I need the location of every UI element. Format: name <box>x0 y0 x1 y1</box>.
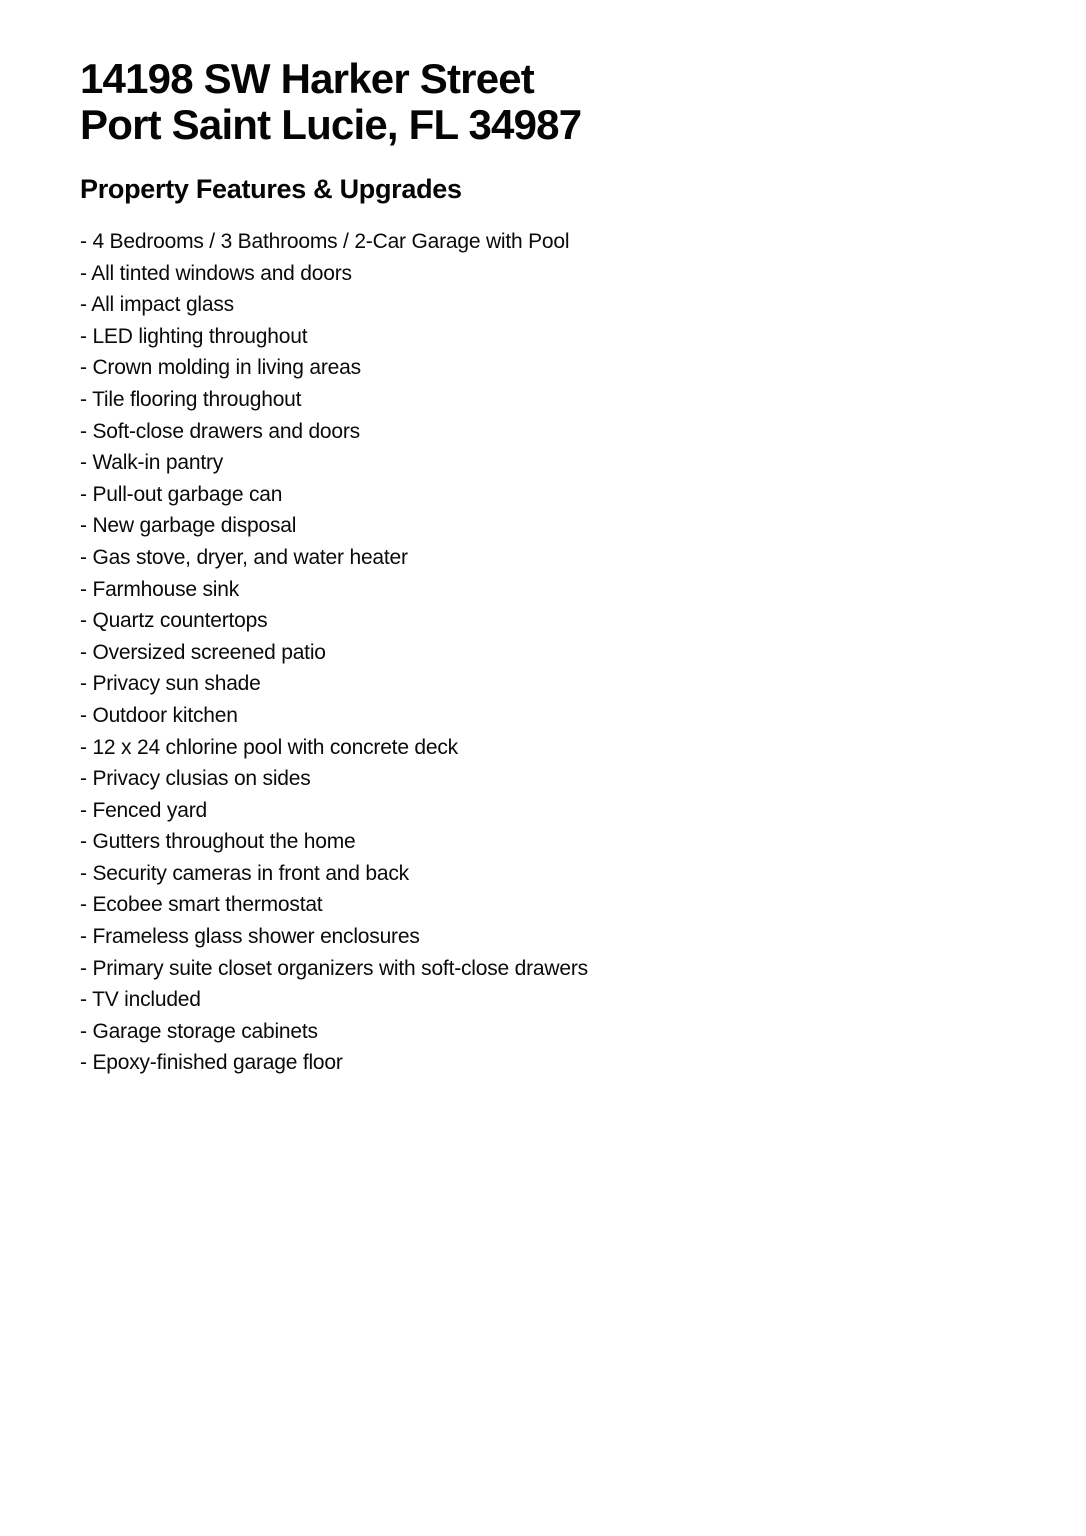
feature-text: Gutters throughout the home <box>92 830 356 854</box>
bullet-dash: - <box>80 1051 87 1075</box>
feature-item <box>80 763 1006 795</box>
feature-item <box>80 258 1006 290</box>
feature-item <box>80 542 1006 574</box>
feature-text: Walk-in pantry <box>92 451 224 475</box>
feature-text: 4 Bedrooms / 3 Bathrooms / 2-Car Garage with Pool <box>92 230 570 253</box>
bullet-dash: - <box>80 798 87 822</box>
feature-text: Outdoor kitchen <box>92 703 238 727</box>
feature-text: Farmhouse sink <box>92 577 240 601</box>
address-line-1: 14198 SW Harker Street <box>80 55 534 102</box>
bullet-dash: - <box>80 893 87 917</box>
feature-text: Ecobee smart thermostat <box>92 893 323 917</box>
bullet-dash: - <box>80 482 87 506</box>
bullet-dash: - <box>80 293 87 317</box>
feature-text: Pull-out garbage can <box>92 482 283 506</box>
bullet-dash: - <box>80 545 87 569</box>
feature-text: Epoxy-finished garage floor <box>92 1051 343 1075</box>
property-address-heading <box>80 56 1006 148</box>
feature-item <box>80 321 1006 353</box>
feature-item <box>80 637 1006 669</box>
bullet-dash: - <box>80 577 87 601</box>
bullet-dash: - <box>80 419 87 443</box>
feature-item <box>80 384 1006 416</box>
feature-text: Quartz countertops <box>92 609 268 633</box>
feature-item <box>80 984 1006 1016</box>
feature-text: Oversized screened patio <box>92 640 326 664</box>
feature-item <box>80 416 1006 448</box>
feature-text: Fenced yard <box>92 798 207 822</box>
features-list <box>80 226 1006 1079</box>
bullet-dash: - <box>80 356 87 380</box>
bullet-dash: - <box>80 861 87 885</box>
bullet-dash: - <box>80 956 87 980</box>
feature-text: Crown molding in living areas <box>92 356 361 380</box>
feature-item <box>80 226 1006 258</box>
feature-text: 12 x 24 chlorine pool with concrete deck <box>92 735 458 759</box>
bullet-dash: - <box>80 735 87 759</box>
bullet-dash: - <box>80 261 87 285</box>
address-line-2: Port Saint Lucie, FL 34987 <box>80 101 582 148</box>
bullet-dash: - <box>80 672 87 696</box>
feature-text: LED lighting throughout <box>92 324 308 348</box>
bullet-dash: - <box>80 230 87 253</box>
feature-item <box>80 352 1006 384</box>
bullet-dash: - <box>80 1019 87 1043</box>
bullet-dash: - <box>80 514 87 538</box>
feature-item <box>80 289 1006 321</box>
bullet-dash: - <box>80 324 87 348</box>
feature-item <box>80 921 1006 953</box>
feature-text: Primary suite closet organizers with soft-close drawers <box>92 956 588 980</box>
feature-item <box>80 479 1006 511</box>
bullet-dash: - <box>80 703 87 727</box>
feature-item <box>80 858 1006 890</box>
bullet-dash: - <box>80 925 87 949</box>
feature-item <box>80 700 1006 732</box>
feature-item <box>80 953 1006 985</box>
feature-text: Garage storage cabinets <box>92 1019 318 1043</box>
feature-text: All tinted windows and doors <box>91 261 352 285</box>
bullet-dash: - <box>80 640 87 664</box>
feature-item <box>80 605 1006 637</box>
feature-text: Tile flooring throughout <box>92 387 302 411</box>
feature-text: Gas stove, dryer, and water heater <box>92 545 408 569</box>
bullet-dash: - <box>80 767 87 791</box>
bullet-dash: - <box>80 387 87 411</box>
feature-text: Frameless glass shower enclosures <box>92 925 420 949</box>
feature-text: Privacy sun shade <box>92 672 261 696</box>
feature-text: All impact glass <box>91 293 234 317</box>
feature-text: Privacy clusias on sides <box>92 767 311 791</box>
feature-text: New garbage disposal <box>92 514 297 538</box>
feature-item <box>80 447 1006 479</box>
feature-text: TV included <box>92 988 201 1012</box>
feature-item <box>80 1016 1006 1048</box>
feature-item <box>80 889 1006 921</box>
bullet-dash: - <box>80 830 87 854</box>
bullet-dash: - <box>80 609 87 633</box>
feature-item <box>80 510 1006 542</box>
bullet-dash: - <box>80 451 87 475</box>
feature-item <box>80 668 1006 700</box>
section-title: Property Features & Upgrades <box>80 174 462 204</box>
feature-text: Soft-close drawers and doors <box>92 419 360 443</box>
feature-item <box>80 1047 1006 1079</box>
feature-item <box>80 826 1006 858</box>
feature-item <box>80 732 1006 764</box>
feature-text: Security cameras in front and back <box>92 861 409 885</box>
feature-item <box>80 574 1006 606</box>
bullet-dash: - <box>80 988 87 1012</box>
feature-item <box>80 795 1006 827</box>
